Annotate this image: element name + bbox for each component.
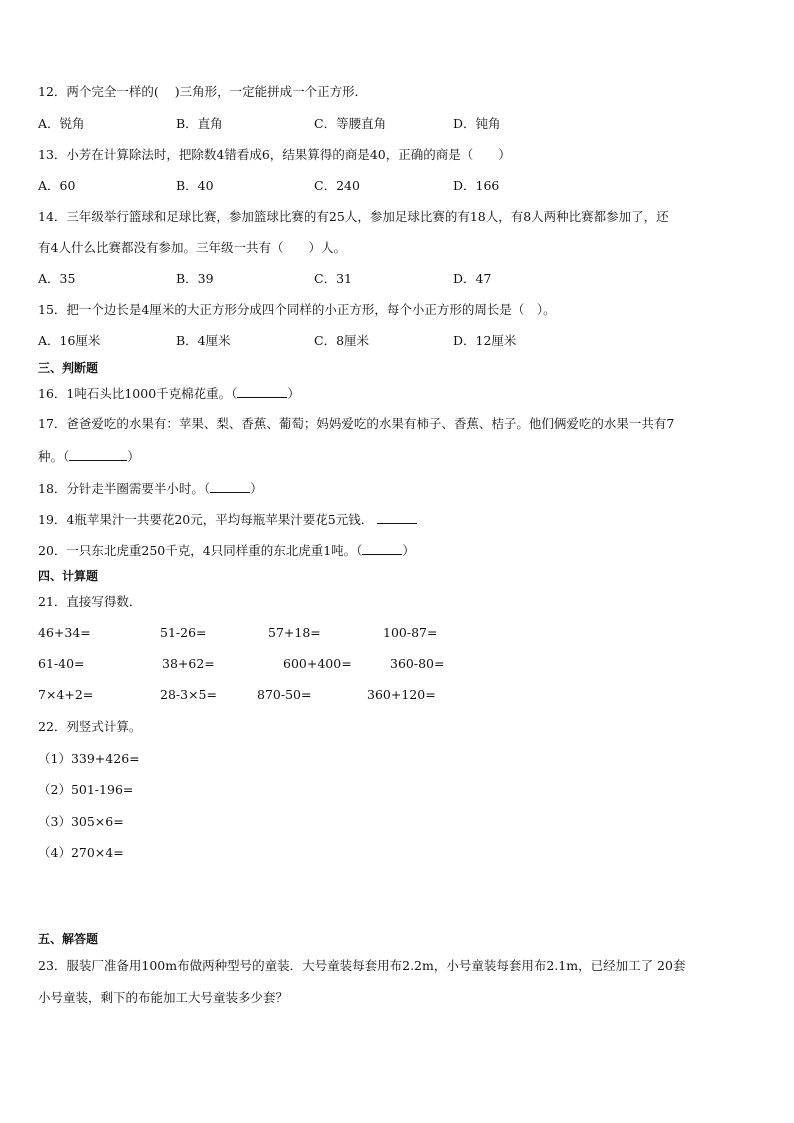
vertical-calc-item: （3）305×6= — [38, 814, 124, 829]
q13-option-a[interactable]: A．60 — [38, 178, 76, 193]
vertical-calc-item: （1）339+426= — [38, 751, 140, 766]
question-14-line-1: 14．三年级举行篮球和足球比赛，参加篮球比赛的有25人，参加足球比赛的有18人，有8人两种比赛都参加了，还 — [38, 209, 669, 224]
question-16-text: 16．1吨石头比1000千克棉花重。（ — [38, 386, 238, 401]
q14-option-c[interactable]: C．31 — [314, 271, 352, 286]
q15-option-b[interactable]: B．4厘米 — [176, 333, 231, 348]
calc-item: 46+34= — [38, 625, 91, 640]
question-16-close: ） — [287, 386, 300, 401]
q13-option-c[interactable]: C．240 — [314, 178, 360, 193]
calc-item: 7×4+2= — [38, 687, 94, 702]
q12-option-c[interactable]: C．等腰直角 — [314, 116, 387, 131]
q13-option-d[interactable]: D．166 — [453, 178, 500, 193]
question-21-title: 21．直接写得数． — [38, 594, 142, 609]
calc-item: 51-26= — [160, 625, 207, 640]
q14-option-a[interactable]: A．35 — [38, 271, 76, 286]
q15-option-a[interactable]: A．16厘米 — [38, 333, 101, 348]
question-23-line-1: 23．服装厂准备用100m布做两种型号的童装．大号童装每套用布2.2m，小号童装每套用布2.1m，已经加工了 20套 — [38, 958, 686, 973]
section-heading-word-problems: 五、解答题 — [38, 932, 99, 946]
question-19-text: 19．4瓶苹果汁一共要花20元，平均每瓶苹果汁要花5元钱． — [38, 512, 374, 527]
question-23-line-2: 小号童装，剩下的布能加工大号童装多少套？ — [38, 990, 289, 1005]
question-14-line-2: 有4人什么比赛都没有参加。三年级一共有（ ）人。 — [38, 240, 346, 255]
question-18-text: 18．分针走半圈需要半小时。（ — [38, 481, 211, 496]
question-20-text: 20．一只东北虎重250千克，4只同样重的东北虎重1吨。（ — [38, 543, 363, 558]
calc-item: 61-40= — [38, 656, 85, 671]
answer-blank[interactable] — [69, 448, 127, 461]
question-13: 13．小芳在计算除法时，把除数4错看成6，结果算得的商是40，正确的商是（ ） — [38, 147, 511, 162]
question-19 — [38, 511, 417, 528]
question-17-text: 种。（ — [38, 449, 70, 464]
question-12 — [38, 84, 367, 100]
calc-item: 360+120= — [367, 687, 436, 702]
q15-option-c[interactable]: C．8厘米 — [314, 333, 370, 348]
calc-item: 870-50= — [257, 687, 312, 702]
answer-blank[interactable] — [362, 542, 402, 555]
question-20 — [38, 542, 415, 559]
question-20-close: ） — [402, 543, 415, 558]
calc-item: 28-3×5= — [160, 687, 217, 702]
q12-option-b[interactable]: B．直角 — [176, 116, 223, 131]
calc-item: 57+18= — [268, 625, 321, 640]
q14-option-b[interactable]: B．39 — [176, 271, 214, 286]
question-12-suffix: )三角形，一定能拼成一个正方形． — [174, 84, 368, 99]
calc-item: 38+62= — [162, 656, 215, 671]
q14-option-d[interactable]: D．47 — [453, 271, 492, 286]
q12-option-a[interactable]: A．锐角 — [38, 116, 85, 131]
answer-blank[interactable] — [210, 480, 250, 493]
question-12-prefix: 12．两个完全一样的( — [38, 84, 159, 99]
calc-item: 100-87= — [383, 625, 438, 640]
question-18-close: ） — [250, 481, 263, 496]
calc-item: 600+400= — [283, 656, 352, 671]
section-heading-calculation: 四、计算题 — [38, 569, 99, 583]
question-17-close: ） — [127, 449, 140, 464]
calc-item: 360-80= — [390, 656, 445, 671]
question-17-line-2 — [38, 448, 140, 465]
vertical-calc-item: （4）270×4= — [38, 845, 124, 860]
q13-option-b[interactable]: B．40 — [176, 178, 214, 193]
question-17-line-1: 17．爸爸爱吃的水果有：苹果、梨、香蕉、葡萄；妈妈爱吃的水果有柿子、香蕉、桔子。他们俩爱吃的水果一共有7 — [38, 416, 675, 431]
answer-blank[interactable] — [237, 385, 287, 398]
question-16 — [38, 385, 300, 402]
answer-blank[interactable] — [377, 511, 417, 524]
section-heading-judgement: 三、判断题 — [38, 361, 99, 375]
question-18 — [38, 480, 263, 497]
question-22-title: 22．列竖式计算。 — [38, 719, 142, 734]
question-15: 15．把一个边长是4厘米的大正方形分成四个同样的小正方形，每个小正方形的周长是（ ）。 — [38, 302, 556, 317]
vertical-calc-item: （2）501-196= — [38, 782, 134, 797]
q12-option-d[interactable]: D．钝角 — [453, 116, 501, 131]
q15-option-d[interactable]: D．12厘米 — [453, 333, 517, 348]
